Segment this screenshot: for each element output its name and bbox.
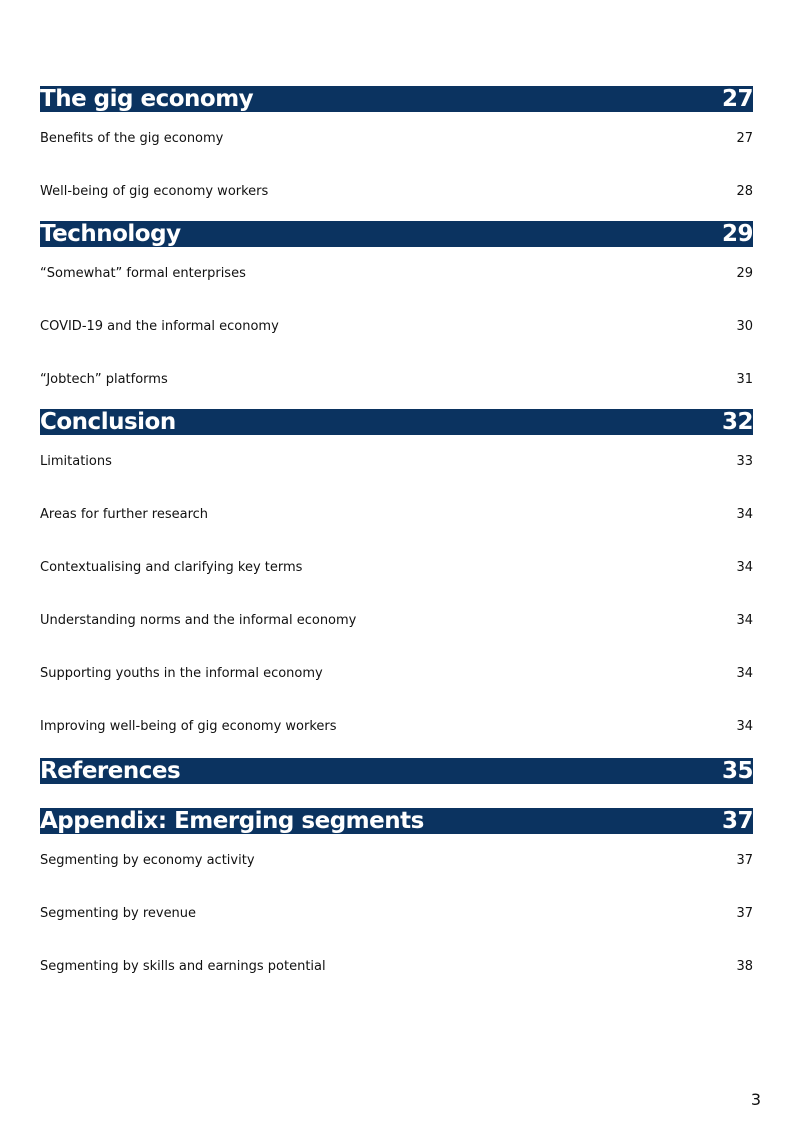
entry-page-number: 27 [736, 131, 753, 146]
section-title: Conclusion [40, 409, 176, 435]
toc-entry[interactable] [40, 647, 753, 700]
section-page-number: 37 [721, 808, 753, 834]
toc-section-appendix [40, 808, 753, 993]
toc-entry[interactable] [40, 112, 753, 165]
entry-label: Supporting youths in the informal economy [40, 666, 323, 681]
table-of-contents [40, 86, 753, 993]
entry-label: Segmenting by revenue [40, 906, 197, 921]
entry-page-number: 28 [736, 184, 753, 199]
entry-label: Segmenting by economy activity [40, 853, 255, 868]
entry-label: “Jobtech” platforms [40, 372, 168, 387]
toc-entry[interactable] [40, 594, 753, 647]
toc-entry[interactable] [40, 300, 753, 353]
entry-page-number: 34 [736, 719, 753, 734]
entry-label: “Somewhat” formal enterprises [40, 266, 246, 281]
entry-label: COVID-19 and the informal economy [40, 319, 279, 334]
entry-page-number: 34 [736, 613, 753, 628]
section-page-number: 27 [721, 86, 753, 112]
entry-label: Contextualising and clarifying key terms [40, 560, 303, 575]
entry-label: Benefits of the gig economy [40, 131, 224, 146]
entry-label: Improving well-being of gig economy workers [40, 719, 337, 734]
entry-label: Understanding norms and the informal economy [40, 613, 357, 628]
entry-label: Well-being of gig economy workers [40, 184, 269, 199]
section-title: References [40, 758, 181, 784]
section-page-number: 32 [721, 409, 753, 435]
toc-section-gig-economy [40, 86, 753, 218]
entry-page-number: 37 [736, 853, 753, 868]
section-header[interactable] [40, 409, 753, 435]
section-header[interactable] [40, 221, 753, 247]
toc-entry[interactable] [40, 541, 753, 594]
toc-entry[interactable] [40, 887, 753, 940]
section-page-number: 29 [721, 221, 753, 247]
toc-section-references [40, 758, 753, 784]
toc-entry[interactable] [40, 488, 753, 541]
entry-page-number: 37 [736, 906, 753, 921]
entry-page-number: 30 [736, 319, 753, 334]
section-header[interactable] [40, 86, 753, 112]
page-number: 3 [750, 1090, 761, 1109]
toc-entry[interactable] [40, 247, 753, 300]
section-title: Appendix: Emerging segments [40, 808, 424, 834]
section-title: The gig economy [40, 86, 254, 112]
toc-entry[interactable] [40, 165, 753, 218]
entry-label: Areas for further research [40, 507, 209, 522]
section-header[interactable] [40, 808, 753, 834]
entry-page-number: 34 [736, 507, 753, 522]
entry-page-number: 31 [736, 372, 753, 387]
section-title: Technology [40, 221, 181, 247]
entry-label: Limitations [40, 454, 112, 469]
toc-entry[interactable] [40, 353, 753, 406]
toc-entry[interactable] [40, 940, 753, 993]
entry-page-number: 34 [736, 666, 753, 681]
section-header[interactable] [40, 758, 753, 784]
toc-entry[interactable] [40, 834, 753, 887]
entry-page-number: 29 [736, 266, 753, 281]
entry-page-number: 34 [736, 560, 753, 575]
entry-label: Segmenting by skills and earnings potential [40, 959, 326, 974]
entry-page-number: 33 [736, 454, 753, 469]
entry-page-number: 38 [736, 959, 753, 974]
toc-entry[interactable] [40, 700, 753, 753]
section-page-number: 35 [721, 758, 753, 784]
toc-entry[interactable] [40, 435, 753, 488]
toc-section-conclusion [40, 409, 753, 753]
toc-section-technology [40, 221, 753, 406]
